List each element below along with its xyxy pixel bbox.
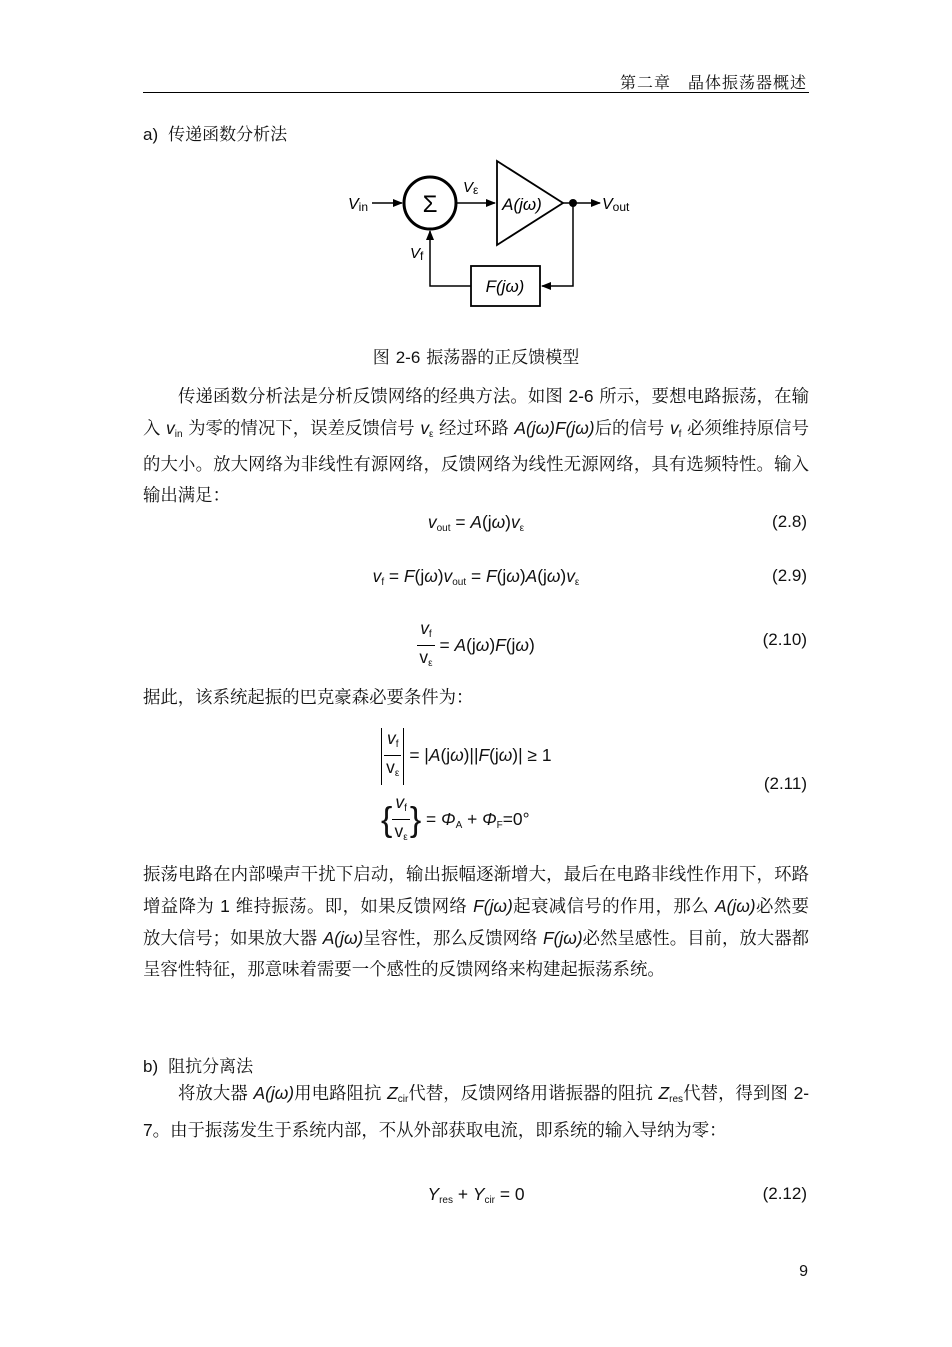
- caption-prefix: 图: [372, 348, 390, 368]
- section-b-title: 阻抗分离法: [168, 1057, 254, 1077]
- vin-label: Vin: [348, 196, 369, 214]
- feedback-path-right: [542, 203, 573, 286]
- feedback-path-left: [430, 231, 471, 286]
- section-a-title: 传递函数分析法: [168, 125, 288, 145]
- amplifier-label: A(jω): [502, 195, 542, 214]
- paragraph-4: 将放大器 A(jω)用电路阻抗 $Z_{cir}$代替，反馈网络用谐振器的阻抗 $Z_{res}$代替，得到图 2-7。由于振荡发生于系统内部，不从外部获取电流，即系统的输入导纳为零：: [143, 1083, 810, 1141]
- equation-2-10: $\frac{v_f}{v_\varepsilon}$ = A(jω)F(jω) (2.10): [143, 618, 809, 668]
- figure-caption: [0, 343, 952, 368]
- paragraph-3: 振荡电路在内部噪声干扰下启动，输出振幅逐渐增大，最后在电路非线性作用下，环路增益降为 1 维持振荡。即，如果反馈网络 F(jω)起衰减信号的作用，那么 A(jω)必然要放大信号；如果放大器 A(jω)呈容性，那么反馈网络 F(jω)必然呈感性。目前，放大器都呈容性特征，那意味着需要一个感性的反馈网络来构建起振荡系统。: [143, 865, 809, 980]
- equation-2-11: $\frac{v_f}{v_\varepsilon}$ = |A(jω)||F(jω)| ≥ 1 { $\frac{v_f}{v_\varepsilon}$ } = $\Phi_A + \Phi_F=0^\circ$ (2.11): [381, 728, 807, 843]
- equation-2-8: $v_{out} = A(j\omega)v_\varepsilon$ (2.8): [427, 512, 807, 534]
- feedback-block-label: F(jω): [485, 277, 525, 296]
- equation-2-12: $Y_{res} + Y_{cir} = 0$ (2.12): [427, 1184, 807, 1206]
- eq-2-8-number: (2.8): [772, 512, 807, 531]
- section-a-label: a): [143, 125, 159, 144]
- vout-label: Vout: [602, 196, 630, 214]
- eq-2-11-number: (2.11): [763, 774, 807, 793]
- section-b-label: b): [143, 1057, 159, 1076]
- caption-text: 振荡器的正反馈模型: [426, 348, 580, 368]
- vf-label: Vf: [410, 245, 424, 263]
- sigma-symbol: Σ: [422, 191, 438, 218]
- eq-2-10-number: (2.10): [762, 630, 807, 649]
- section-b-heading: [143, 1052, 253, 1077]
- paragraph-1: 传递函数分析法是分析反馈网络的经典方法。如图 2-6 所示，要想电路振荡，在输入 $v_{in}$ 为零的情况下，误差反馈信号 $v_\varepsilon$ 经过环路 A(jω)F(jω)后的信号 $v_f$ 必须维持原信号的大小。放大网络为非线性有源网络，反馈网络为线性无源网络，具有选频特性。输入输出满足：: [143, 386, 810, 506]
- equation-2-9: $v_f = F(j\omega)v_{out} = F(j\omega)A(j\omega)v_\varepsilon$ (2.9): [372, 566, 807, 588]
- page-number: 9: [799, 1263, 808, 1280]
- eq-2-12-number: (2.12): [762, 1184, 807, 1203]
- feedback-block-diagram: [0, 0, 952, 340]
- paragraph-2: 据此，该系统起振的巴克豪森必要条件为：: [143, 688, 474, 708]
- chapter-title: 第二章 晶体振荡器概述: [619, 73, 807, 92]
- caption-number: 2-6: [395, 348, 421, 367]
- eq-2-9-number: (2.9): [772, 566, 807, 585]
- verror-label: Vε: [463, 179, 479, 197]
